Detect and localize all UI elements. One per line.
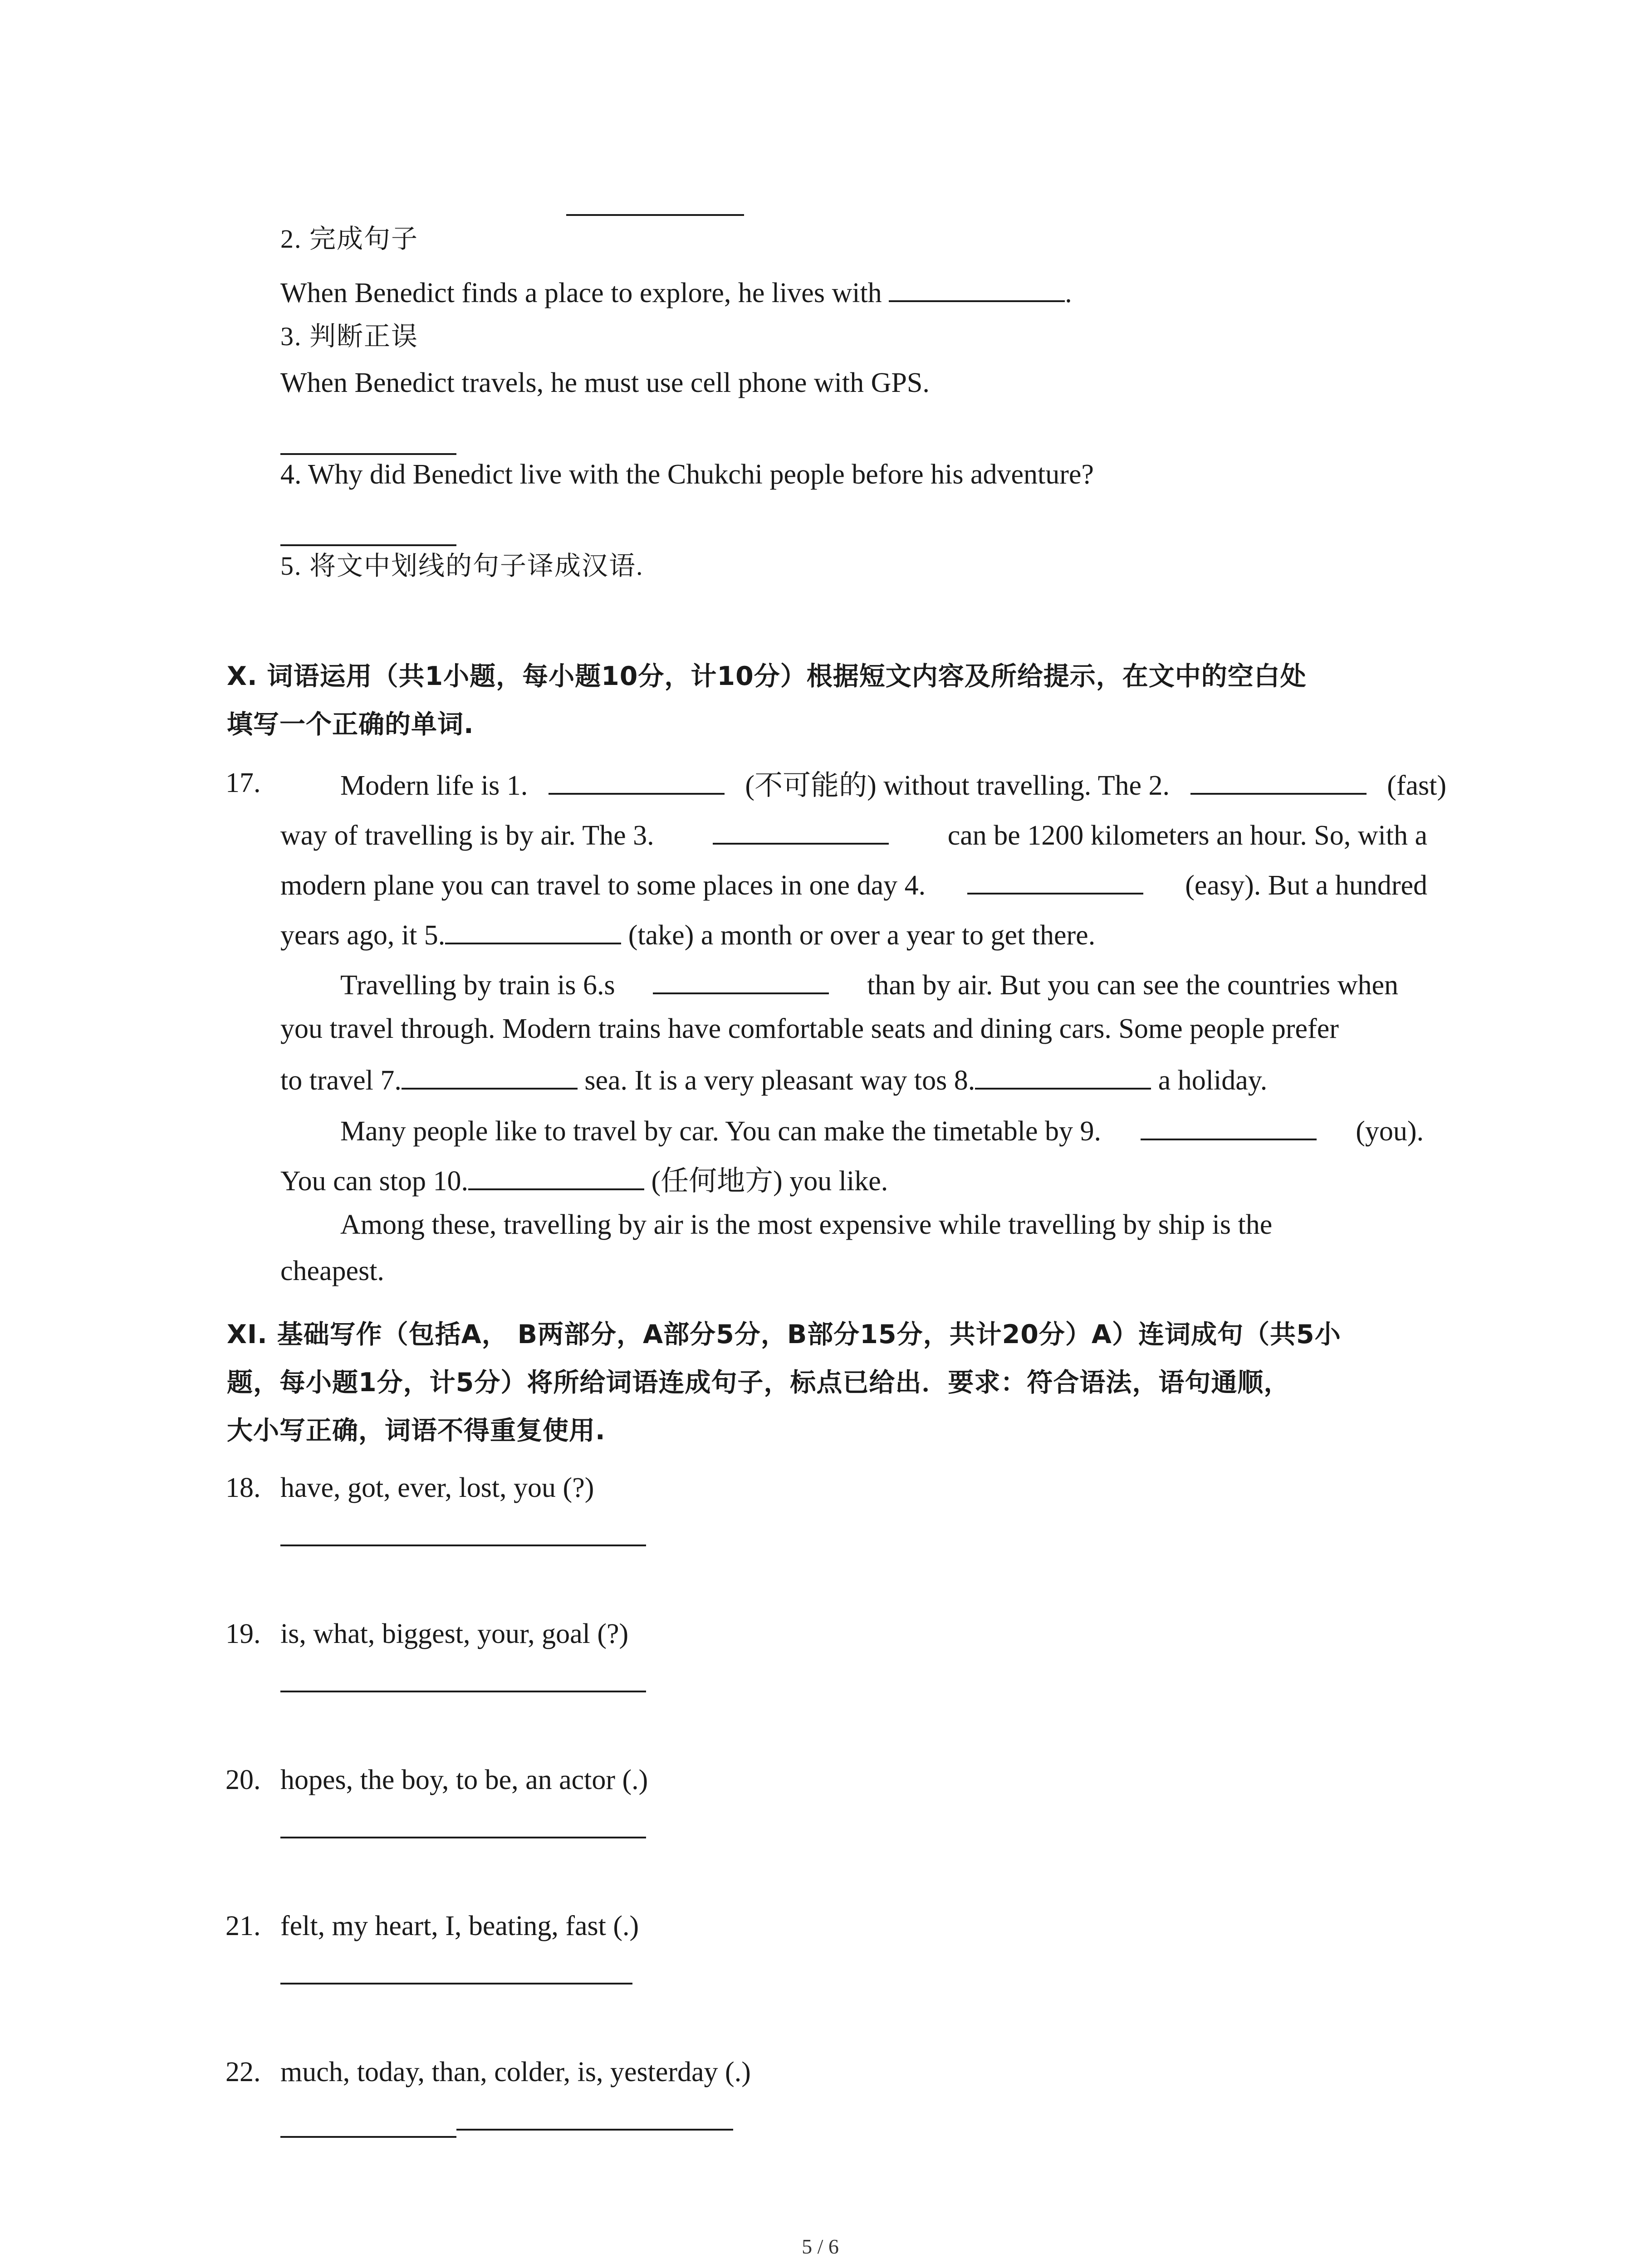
passage-text: than by air. But you can see the countries when — [867, 970, 1398, 1001]
passage-text: (you). — [1356, 1116, 1424, 1147]
passage-line-9 — [280, 1160, 888, 1199]
blank-5[interactable] — [445, 914, 621, 944]
passage-line-7 — [280, 1060, 1267, 1099]
passage-line-4 — [280, 914, 1095, 953]
section-xi-heading-line3: 大小写正确，词语不得重复使用. — [227, 1416, 606, 1446]
blank-2[interactable] — [1190, 765, 1367, 795]
item-21-answer-line[interactable] — [280, 1983, 632, 1984]
section-x-heading-line2: 填写一个正确的单词. — [227, 709, 474, 739]
passage-text: years ago, it 5. — [280, 920, 446, 951]
passage-text: Travelling by train is 6.s — [340, 970, 615, 1001]
passage-text: way of travelling is by air. The 3. — [280, 820, 654, 851]
item-21-text: felt, my heart, I, beating, fast (.) — [280, 1911, 639, 1941]
passage-text: a holiday. — [1151, 1065, 1268, 1096]
blank-10[interactable] — [468, 1160, 644, 1190]
passage-text: You can stop 10. — [280, 1166, 468, 1197]
item-22-number: 22. — [225, 2057, 261, 2087]
blank-3[interactable] — [713, 815, 889, 845]
passage-line-1 — [340, 765, 1446, 804]
item-18-answer-line[interactable] — [280, 1545, 646, 1546]
passage-text: (fast) — [1387, 770, 1446, 801]
item-19-number: 19. — [225, 1618, 261, 1649]
blank-4[interactable] — [967, 865, 1143, 894]
q2-sentence-end: . — [1065, 278, 1072, 308]
passage-line-11: cheapest. — [280, 1256, 384, 1286]
passage-text: you travel through. Modern trains have comfortable seats and dining cars. Some people prefer — [280, 1013, 1339, 1044]
section-xi-heading-line1: XI. 基础写作（包括A， B两部分，A部分5分，B部分15分，共计20分）A）连词成句（共5小 — [227, 1320, 1341, 1349]
blank-9[interactable] — [1141, 1110, 1317, 1140]
passage-text: sea. It is a very pleasant way tos 8. — [577, 1065, 975, 1096]
item-19-answer-line[interactable] — [280, 1691, 646, 1692]
q2-sentence-text: When Benedict finds a place to explore, he lives with — [280, 278, 889, 308]
q2-label: 2. 完成句子 — [280, 224, 419, 254]
item-21-number: 21. — [225, 1911, 261, 1941]
passage-text: (不可能的) without travelling. The 2. — [745, 770, 1170, 801]
section-xi-heading-line2: 题，每小题1分，计5分）将所给词语连成句子，标点已给出．要求：符合语法，语句通顺， — [227, 1368, 1290, 1398]
item-18-text: have, got, ever, lost, you (?) — [280, 1472, 594, 1503]
passage-text: can be 1200 kilometers an hour. So, with a — [947, 820, 1427, 851]
passage-text: (take) a month or over a year to get there. — [621, 920, 1096, 951]
passage-line-5 — [340, 964, 1398, 1003]
q3-label: 3. 判断正误 — [280, 322, 419, 351]
item-22-answer-line-extension[interactable] — [456, 2129, 733, 2131]
item-20-text: hopes, the boy, to be, an actor (.) — [280, 1765, 648, 1795]
passage-number: 17. — [225, 767, 261, 798]
item-20-answer-line[interactable] — [280, 1837, 646, 1838]
q5-label: 5. 将文中划线的句子译成汉语. — [280, 551, 644, 581]
passage-text: (任何地方) you like. — [644, 1166, 888, 1197]
passage-line-2 — [280, 815, 1427, 854]
blank-6[interactable] — [653, 964, 829, 994]
section-x-heading-line1: X. 词语运用（共1小题，每小题10分，计10分）根据短文内容及所给提示，在文中的空白处 — [227, 661, 1307, 691]
q3-answer-line[interactable] — [280, 453, 456, 455]
q3-sentence: When Benedict travels, he must use cell phone with GPS. — [280, 367, 930, 398]
passage-text: Modern life is 1. — [340, 770, 528, 801]
item-20-number: 20. — [225, 1765, 261, 1795]
passage-text: modern plane you can travel to some places in one day 4. — [280, 870, 926, 901]
blank-8[interactable] — [975, 1060, 1151, 1090]
passage-line-3 — [280, 865, 1427, 904]
item-22-text: much, today, than, colder, is, yesterday (.) — [280, 2057, 751, 2087]
q1-answer-line[interactable] — [566, 214, 744, 216]
item-22-answer-line[interactable] — [280, 2136, 456, 2138]
item-19-text: is, what, biggest, your, goal (?) — [280, 1618, 629, 1649]
passage-text: Among these, travelling by air is the most expensive while travelling by ship is the — [340, 1209, 1273, 1240]
passage-text: to travel 7. — [280, 1065, 402, 1096]
page-number: 5 / 6 — [802, 2235, 839, 2258]
passage-text: Many people like to travel by car. You can make the timetable by 9. — [340, 1116, 1101, 1147]
blank-1[interactable] — [549, 765, 725, 795]
item-18-number: 18. — [225, 1472, 261, 1503]
q2-sentence — [280, 272, 1072, 311]
q4-question: 4. Why did Benedict live with the Chukchi people before his adventure? — [280, 459, 1094, 490]
q2-answer-blank[interactable] — [889, 272, 1065, 302]
passage-line-8 — [340, 1110, 1424, 1149]
passage-line-6 — [280, 1011, 1427, 1047]
blank-7[interactable] — [402, 1060, 578, 1090]
q4-answer-line[interactable] — [280, 544, 456, 546]
passage-text: (easy). But a hundred — [1185, 870, 1427, 901]
passage-line-10 — [340, 1207, 1357, 1243]
